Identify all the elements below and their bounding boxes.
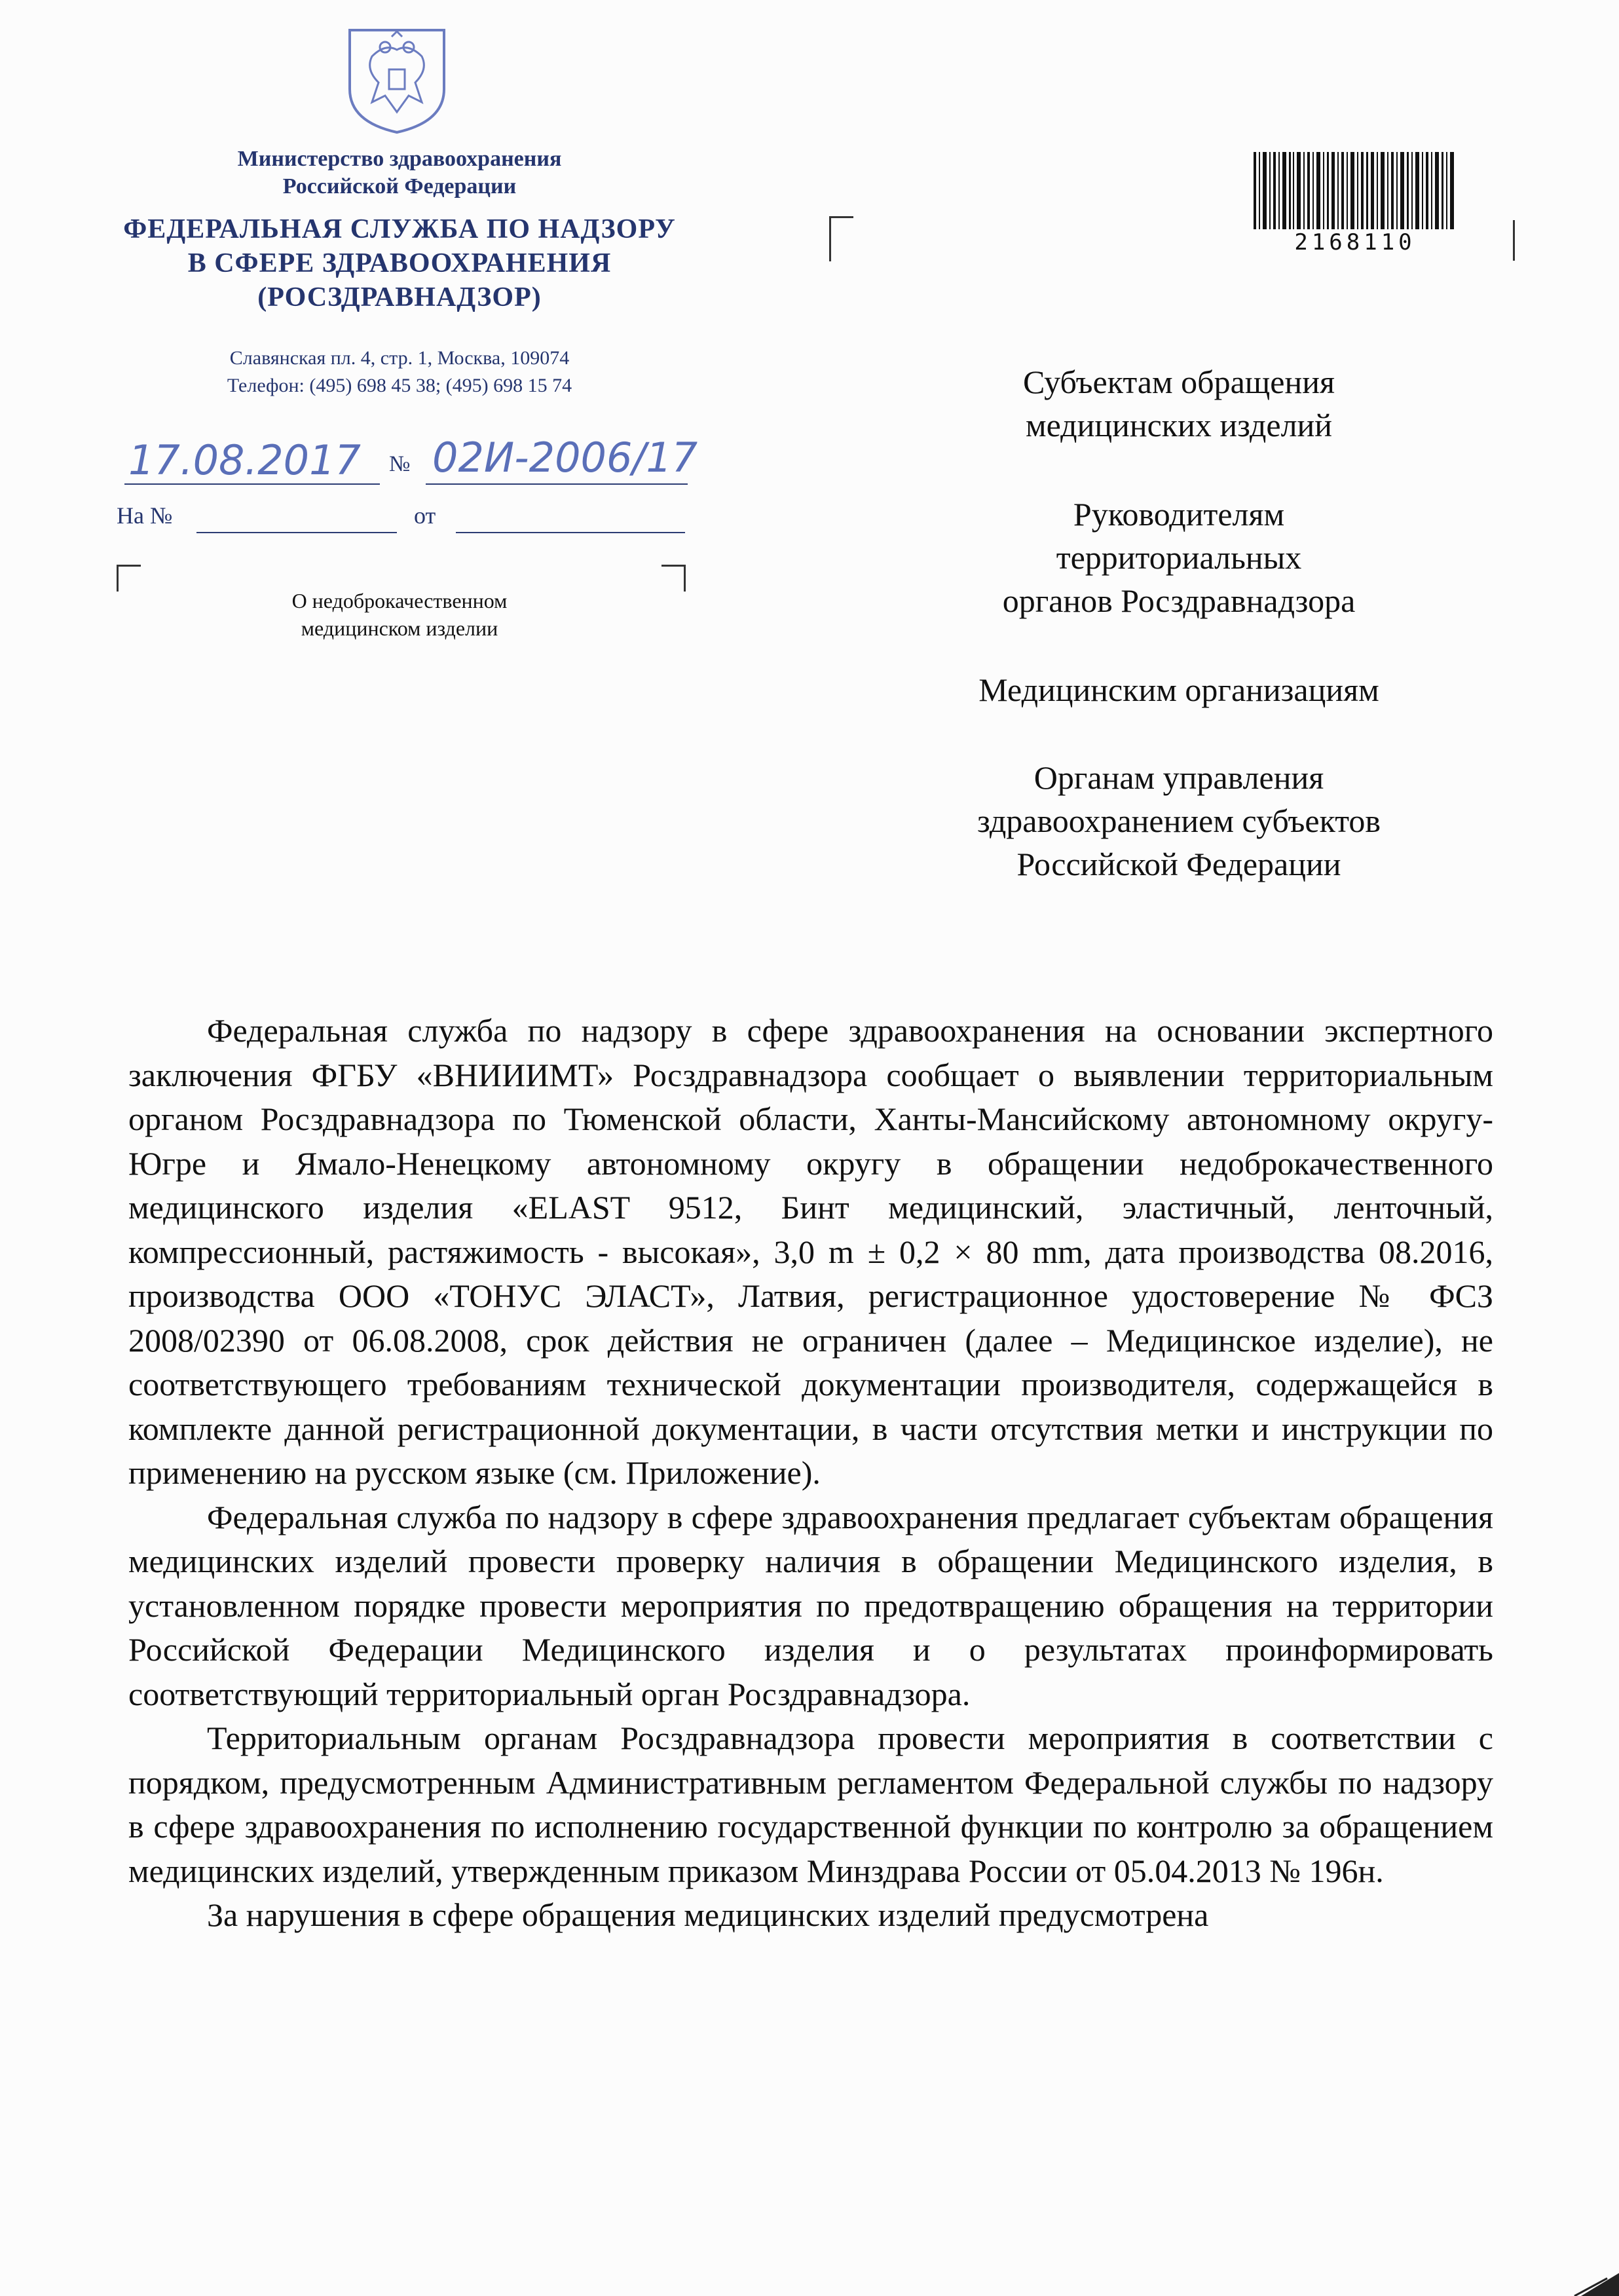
agency-name [85, 212, 714, 314]
body-paragraph-3: Территориальным органам Росздравнадзора провести мероприятия в соответствии с порядком, предусмотренным Административным регламентом Федеральной службы по надзору в сфере здравоохранения по исполнению государственной функции по контролю за обращением медицинских изделий, утвержденным приказом Минздрава России от 05.04.2013 № 196н. [128, 1720, 1493, 1889]
date-underline [124, 483, 380, 485]
recipient-block-2 [917, 493, 1441, 622]
recipient-block-1 [917, 360, 1441, 447]
number-sign: № [389, 452, 411, 476]
from-label: от [414, 502, 436, 529]
recipient-4-line-1: Органам управления [1033, 759, 1324, 796]
recipient-4-line-3: Российской Федерации [1016, 846, 1341, 882]
subject-line-1: О недоброкачественном [291, 589, 508, 612]
registration-date: 17.08.2017 [128, 436, 361, 484]
subject-corner-left [117, 565, 141, 592]
address-line: Славянская пл. 4, стр. 1, Москва, 109074 [229, 347, 570, 369]
recipient-1-line-1: Субъектам обращения [1023, 364, 1335, 400]
address-corner-left [829, 216, 853, 261]
subject-corner-right [661, 565, 686, 592]
barcode-number: 2168110 [1294, 229, 1416, 255]
recipient-2-line-3: органов Росздравнадзора [1002, 582, 1356, 619]
agency-line-1: ФЕДЕРАЛЬНАЯ СЛУЖБА ПО НАДЗОРУ [123, 214, 676, 244]
recipient-4-line-2: здравоохранением субъектов [977, 802, 1381, 839]
phone-line: Телефон: (495) 698 45 38; (495) 698 15 74 [227, 375, 572, 396]
from-underline [456, 532, 685, 533]
reply-to-underline [196, 532, 397, 533]
barcode-side-mark [1513, 220, 1515, 261]
page-corner-fold [1568, 2273, 1619, 2296]
agency-line-3: (РОСЗДРАВНАДЗОР) [257, 282, 542, 312]
recipient-1-line-2: медицинских изделий [1025, 407, 1333, 443]
body-paragraph-2: Федеральная служба по надзору в сфере здравоохранения предлагает субъектам обращения медицинских изделий провести проверку наличия в обращении Медицинского изделия, в установленном порядке провести мероприятия по предотвращению обращения на территории Российской Федерации Медицинского изделия и о результатах проинформировать соответствующий территориальный орган Росздравнадзора. [128, 1498, 1493, 1712]
agency-line-2: В СФЕРЕ ЗДРАВООХРАНЕНИЯ [187, 248, 612, 278]
letter-subject [196, 587, 603, 642]
agency-address [118, 345, 681, 400]
coat-of-arms-icon [346, 24, 448, 135]
body-paragraph-4: За нарушения в сфере обращения медицинских изделий предусмотрена [207, 1896, 1209, 1933]
letter-body [128, 1009, 1493, 1938]
recipient-2-line-2: территориальных [1056, 539, 1302, 576]
ministry-name [118, 145, 681, 200]
body-paragraph-1: Федеральная служба по надзору в сфере здравоохранения на основании экспертного заключения ФГБУ «ВНИИИМТ» Росздравнадзора сообщает о выявлении территориальным органом Росздравнадзора по Тюменской области, Ханты-Мансийскому автономному округу-Югре и Ямало-Ненецкому автономному округу в обращении недоброкачественного медицинского изделия «ELAST 9512, Бинт медицинский, эластичный, ленточный, компрессионный, растяжимость - высокая», 3,0 m ± 0,2 × 80 mm, дата производства 08.2016, производства ООО «ТОНУС ЭЛАСТ», Латвия, регистрационное удостоверение № ФСЗ 2008/02390 от 06.08.2008, срок действия не ограничен (далее – Медицинское изделие), не соответствующего требованиям технической документации производителя, содержащейся в комплекте данной регистрационной документации, в части отсутствия метки и инструкции по применению на русском языке (см. Приложение). [128, 1012, 1493, 1491]
ministry-line-2: Российской Федерации [282, 174, 517, 198]
ministry-line-1: Министерство здравоохранения [237, 147, 562, 171]
reply-to-label: На № [117, 502, 173, 529]
recipient-3-line-1: Медицинским организациям [978, 671, 1379, 708]
recipient-2-line-1: Руководителям [1073, 496, 1285, 533]
recipient-block-4 [917, 756, 1441, 886]
number-underline [426, 483, 688, 485]
barcode [1254, 152, 1457, 229]
recipient-block-3 [917, 668, 1441, 711]
subject-line-2: медицинском изделии [301, 616, 498, 640]
registration-number: 02И-2006/17 [432, 434, 698, 481]
